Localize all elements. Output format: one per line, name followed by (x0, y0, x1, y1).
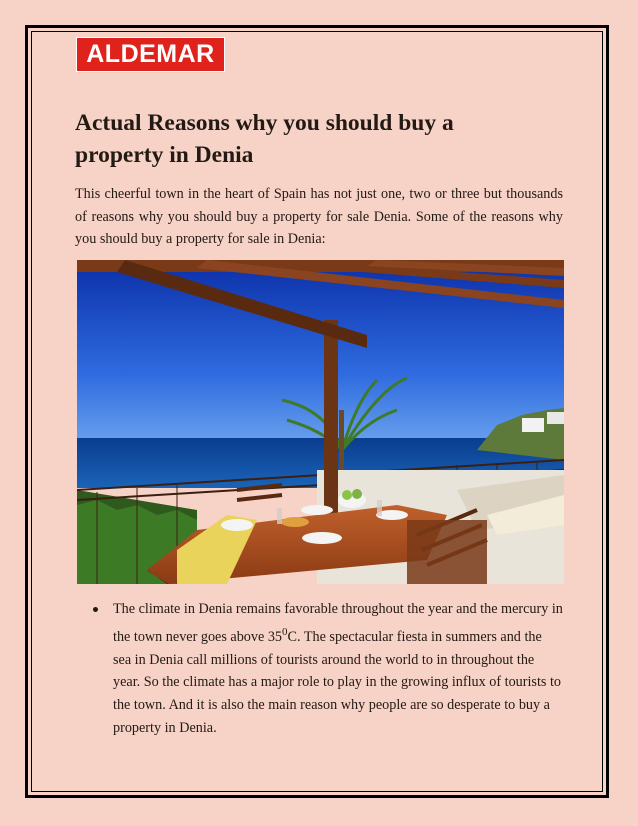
terrace-sea-view-photo (77, 260, 564, 584)
article-title: Actual Reasons why you should buy a property in Denia (75, 110, 454, 168)
article-intro: This cheerful town in the heart of Spain has not just one, two or three but thousands of reasons why you should buy a property for sale Denia. Some of the reasons why you should buy a property for sale in Denia: (75, 186, 563, 247)
reason-text-2: C. The spectacular fiesta in summers and the sea in Denia call millions of tourists around the world to in throughout the year. So the climate has a major role to play in the growing influx of tourists to the town. And it is also the main reason why people are so desperate to buy a property in Denia. (113, 628, 561, 736)
degree-superscript: 0 (282, 625, 288, 638)
reasons-list (93, 598, 563, 740)
aldemar-logo: ALDEMAR (76, 37, 225, 72)
list-item (93, 598, 563, 740)
reason-text-1: The climate in Denia remains favorable throughout the year and the mercury in the town never goes above 35 (113, 601, 563, 645)
bullet-icon (93, 607, 98, 612)
